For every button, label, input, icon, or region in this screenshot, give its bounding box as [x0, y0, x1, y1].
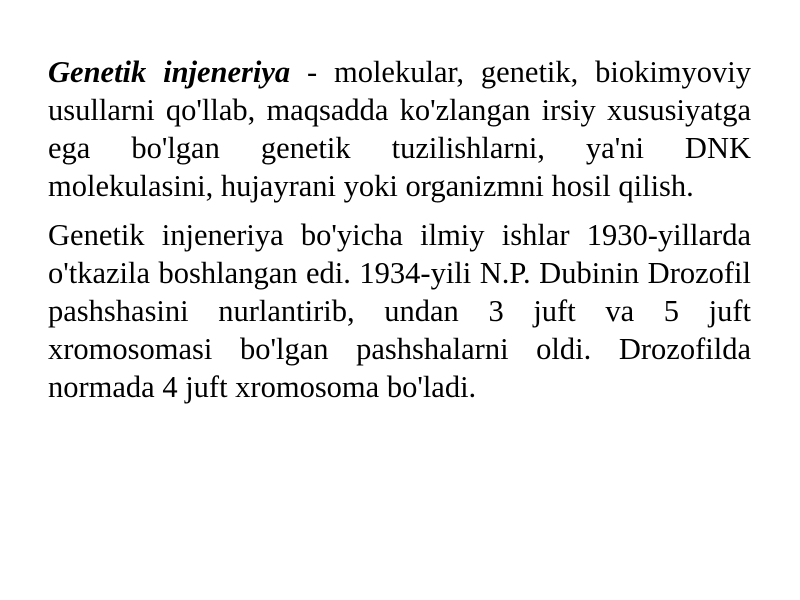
definition-paragraph: [48, 53, 751, 205]
history-paragraph: Genetik injeneriya bo'yicha ilmiy ishlar 1930-yillarda o'tkazila boshlangan edi. 1934-yili N.P. Dubinin Drozofil pashshasini nurlantirib, undan 3 juft va 5 juft xromosomasi bo'lgan pashshalarni oldi. Drozofilda normada 4 juft xromosoma bo'ladi.: [48, 218, 751, 404]
defined-term: Genetik injeneriya: [48, 55, 291, 89]
definition-text: - molekular, genetik, biokimyoviy usullarni qo'llab, maqsadda ko'zlangan irsiy xususiyatga ega bo'lgan genetik tuzilishlarni, ya'ni DNK molekulasini, hujayrani yoki organizmni hosil qilish.: [48, 55, 751, 203]
